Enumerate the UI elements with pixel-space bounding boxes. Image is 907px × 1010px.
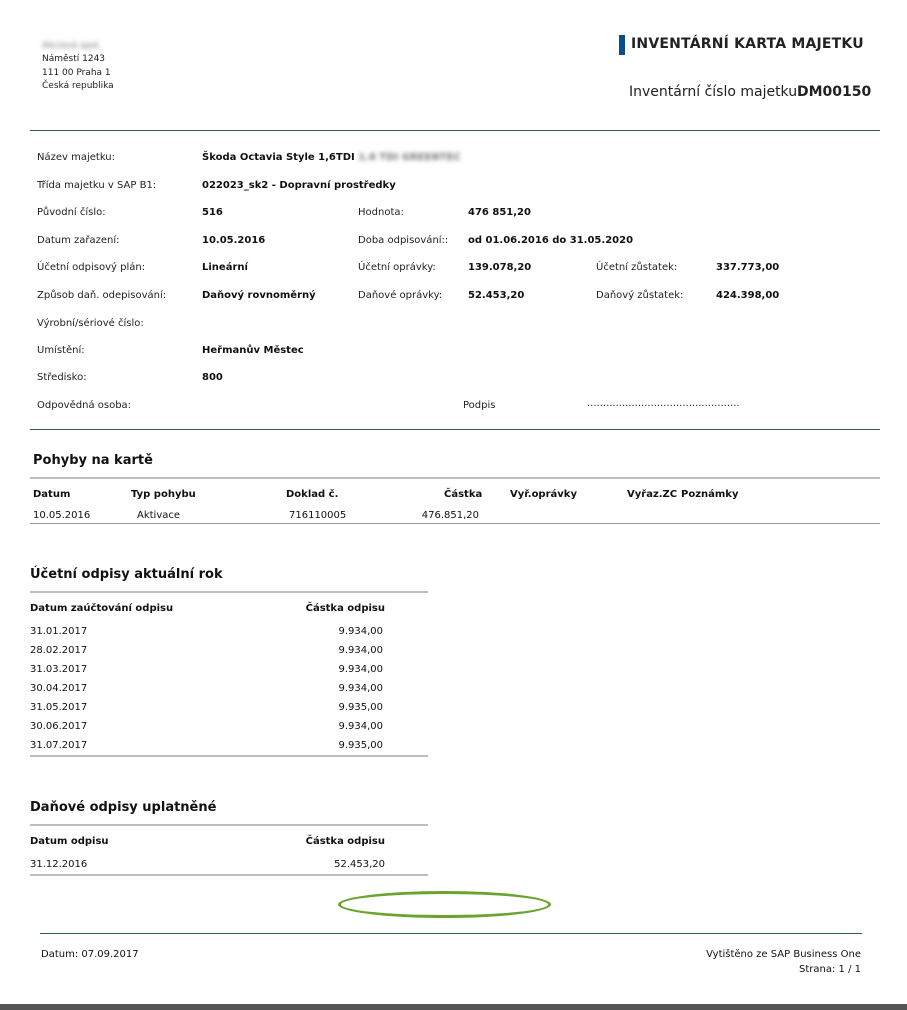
tax-dep-header-rule xyxy=(30,824,428,826)
list-item-amount: 9.934,00 xyxy=(338,683,383,694)
list-item: 28.02.2017 xyxy=(30,645,88,656)
list-item-amount: 9.935,00 xyxy=(338,702,383,713)
col-accum: Vyř.oprávky xyxy=(510,489,577,500)
page-title: INVENTÁRNÍ KARTA MAJETKU xyxy=(631,36,864,52)
list-item-amount: 9.934,00 xyxy=(338,645,383,656)
inventory-number: DM00150 xyxy=(797,84,872,100)
movements-title: Pohyby na kartě xyxy=(33,453,153,468)
row-doc: 716110005 xyxy=(289,510,347,521)
date-placed-label: Datum zařazení: xyxy=(37,235,120,246)
col-disposed: Vyřaz.ZC xyxy=(627,489,678,500)
list-item-amount: 9.934,00 xyxy=(338,721,383,732)
acc-col-date: Datum zaúčtování odpisu xyxy=(30,603,174,614)
list-item: 30.06.2017 xyxy=(30,721,88,732)
list-item-amount: 9.934,00 xyxy=(338,664,383,675)
tax-accum-value: 52.453,20 xyxy=(468,290,525,301)
row-date: 10.05.2016 xyxy=(33,510,91,521)
col-doc: Doklad č. xyxy=(286,489,339,500)
acc-col-amount: Částka odpisu xyxy=(305,603,385,614)
original-number-value: 516 xyxy=(202,207,223,218)
tax-balance-label: Daňový zůstatek: xyxy=(596,290,684,301)
movements-bottom-rule xyxy=(30,523,880,524)
depreciation-period-value: od 01.06.2016 do 31.05.2020 xyxy=(468,235,634,246)
footer-divider xyxy=(40,933,862,934)
highlight-ellipse xyxy=(338,891,551,918)
company-name: Akciová spol. xyxy=(42,41,102,51)
list-item: 31.12.2016 xyxy=(30,859,88,870)
footer-page: Strana: 1 / 1 xyxy=(799,964,861,975)
col-amount: Částka xyxy=(444,489,483,500)
value-label: Hodnota: xyxy=(358,207,404,218)
location-value: Heřmanův Městec xyxy=(202,345,304,356)
list-item: 31.07.2017 xyxy=(30,740,88,751)
list-item: 30.04.2017 xyxy=(30,683,88,694)
location-label: Umístění: xyxy=(37,345,85,356)
serial-number-label: Výrobní/sériové číslo: xyxy=(37,318,144,329)
footer-printed: Vytištěno ze SAP Business One xyxy=(706,949,861,960)
tax-method-label: Způsob daň. odepisování: xyxy=(37,290,167,301)
acc-dep-bottom-rule xyxy=(30,755,428,757)
tax-dep-bottom-rule xyxy=(30,874,428,876)
tax-balance-value: 424.398,00 xyxy=(716,290,780,301)
list-item: 31.01.2017 xyxy=(30,626,88,637)
col-type: Typ pohybu xyxy=(131,489,196,500)
depreciation-period-label: Doba odpisování:: xyxy=(358,235,449,246)
original-number-label: Původní číslo: xyxy=(37,207,106,218)
tax-col-amount: Částka odpisu xyxy=(305,836,385,847)
value-amount: 476 851,20 xyxy=(468,207,531,218)
company-country: Česká republika xyxy=(42,81,114,91)
title-accent-bar xyxy=(619,35,625,55)
asset-name-value: Škoda Octavia Style 1,6TDI 1.6 TDI GREENTEC xyxy=(202,152,461,163)
asset-class-value: 022023_sk2 - Dopravní prostředky xyxy=(202,180,396,191)
details-divider xyxy=(30,429,880,430)
list-item-amount: 52.453,20 xyxy=(334,859,385,870)
tax-col-date: Datum odpisu xyxy=(30,836,109,847)
list-item: 31.05.2017 xyxy=(30,702,88,713)
inventory-number-label: Inventární číslo majetku: xyxy=(629,84,802,100)
signature-label: Podpis xyxy=(463,400,496,411)
accounting-accum-label: Účetní oprávky: xyxy=(358,262,436,273)
list-item-amount: 9.935,00 xyxy=(338,740,383,751)
accounting-plan-value: Lineární xyxy=(202,262,248,273)
footer-date: Datum: 07.09.2017 xyxy=(41,949,139,960)
accounting-plan-label: Účetní odpisový plán: xyxy=(37,262,146,273)
responsible-person-label: Odpovědná osoba: xyxy=(37,400,132,411)
header-divider xyxy=(30,130,880,131)
tax-accum-label: Daňové oprávky: xyxy=(358,290,443,301)
accounting-depreciation-title: Účetní odpisy aktuální rok xyxy=(30,567,223,582)
date-placed-value: 10.05.2016 xyxy=(202,235,266,246)
acc-dep-header-rule xyxy=(30,591,428,593)
movements-header-rule xyxy=(30,477,880,479)
col-notes: Poznámky xyxy=(681,489,739,500)
cost-center-label: Středisko: xyxy=(37,372,87,383)
signature-line: ................................................ xyxy=(587,398,740,409)
tax-depreciation-title: Daňové odpisy uplatněné xyxy=(30,800,217,815)
accounting-balance-label: Účetní zůstatek: xyxy=(596,262,678,273)
list-item-amount: 9.934,00 xyxy=(338,626,383,637)
asset-class-label: Třída majetku v SAP B1: xyxy=(37,180,157,191)
list-item: 31.03.2017 xyxy=(30,664,88,675)
company-street: Náměstí 1243 xyxy=(42,54,106,64)
tax-method-value: Daňový rovnoměrný xyxy=(202,290,316,301)
col-date: Datum xyxy=(33,489,71,500)
company-city: 111 00 Praha 1 xyxy=(42,68,111,78)
row-amount: 476.851,20 xyxy=(421,510,479,521)
cost-center-value: 800 xyxy=(202,372,223,383)
asset-name-label: Název majetku: xyxy=(37,152,116,163)
accounting-balance-value: 337.773,00 xyxy=(716,262,780,273)
row-type: Aktivace xyxy=(137,510,181,521)
window-bottom-bar xyxy=(0,1004,907,1010)
accounting-accum-value: 139.078,20 xyxy=(468,262,532,273)
